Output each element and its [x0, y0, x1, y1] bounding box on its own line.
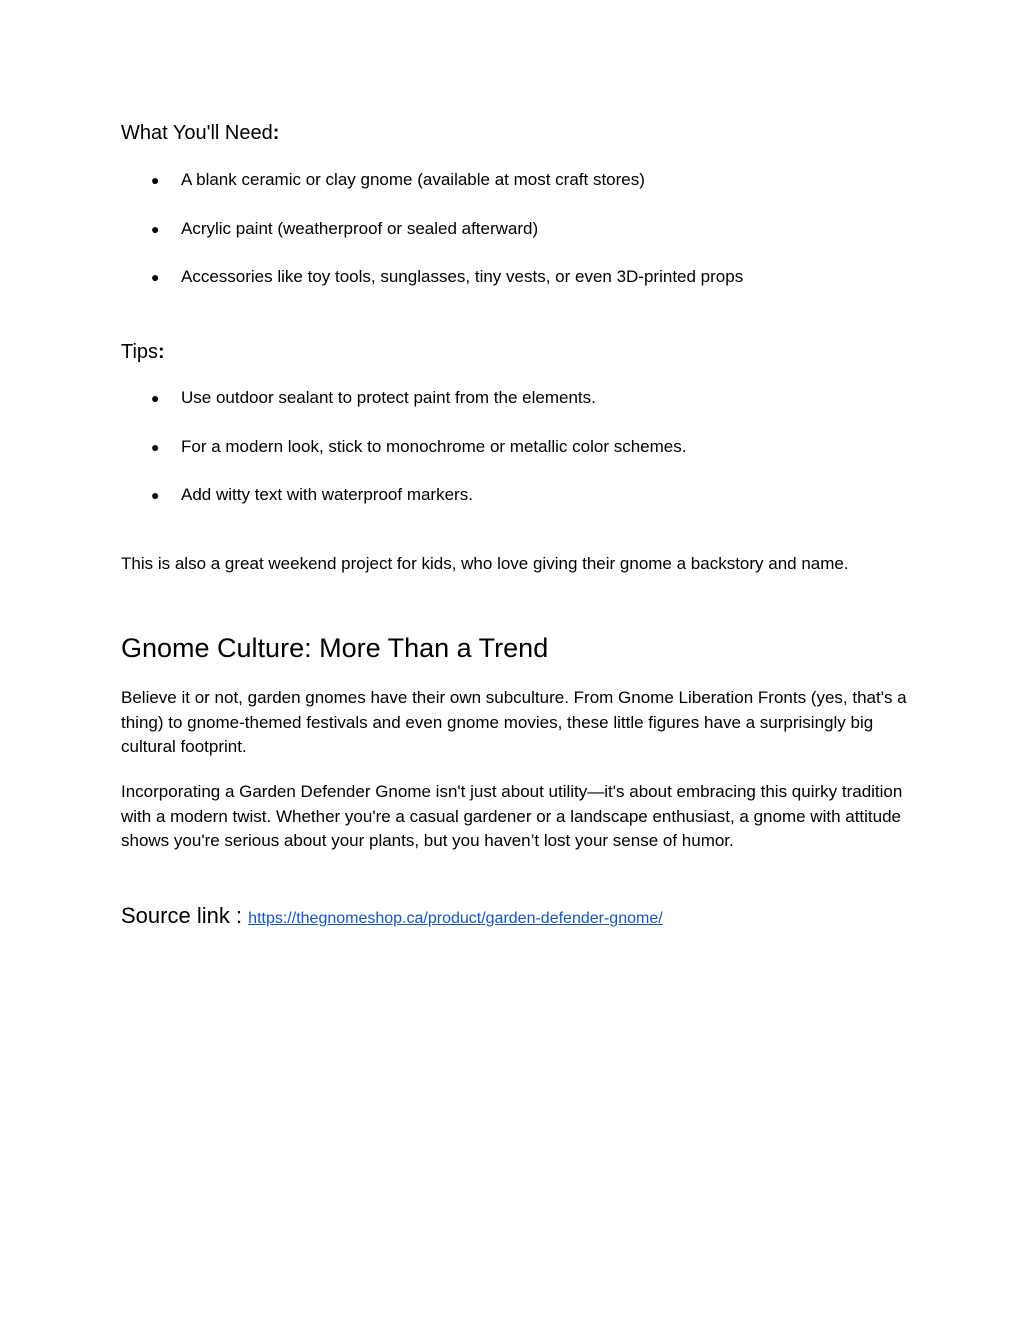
- tips-heading: [121, 340, 165, 364]
- bullet-icon: ●: [151, 487, 160, 503]
- bullet-icon: ●: [151, 439, 160, 455]
- tips-item-text: Use outdoor sealant to protect paint from the elements.: [181, 388, 596, 407]
- bullet-icon: ●: [151, 172, 160, 188]
- needs-heading-text: What You'll Need: [121, 122, 273, 144]
- bullet-icon: ●: [151, 390, 160, 406]
- needs-heading-colon: :: [272, 122, 280, 144]
- tips-heading-colon: :: [158, 341, 165, 363]
- needs-item-text: Accessories like toy tools, sunglasses, tiny vests, or even 3D-printed props: [181, 267, 744, 286]
- needs-item-text: A blank ceramic or clay gnome (available at most craft stores): [181, 170, 645, 189]
- tips-heading-text: Tips: [121, 341, 159, 363]
- weekend-paragraph: This is also a great weekend project for kids, who love giving their gnome a backstory and name.: [121, 554, 849, 573]
- bullet-icon: ●: [151, 269, 160, 285]
- needs-heading: [121, 121, 279, 145]
- culture-heading: Gnome Culture: More Than a Trend: [121, 633, 549, 663]
- tips-item-text: Add witty text with waterproof markers.: [181, 485, 473, 504]
- source-line: [121, 902, 663, 933]
- needs-item-text: Acrylic paint (weatherproof or sealed afterward): [181, 219, 539, 238]
- source-link[interactable]: https://thegnomeshop.ca/product/garden-defender-gnome/: [248, 910, 663, 927]
- bullet-icon: ●: [151, 221, 160, 237]
- culture-paragraph: Believe it or not, garden gnomes have their own subculture. From Gnome Liberation Fronts (yes, that's a thing) to gnome-themed festivals and even gnome movies, these little figures have a surprisingly big cultural footprint.: [121, 688, 907, 756]
- tips-item-text: For a modern look, stick to monochrome or metallic color schemes.: [181, 437, 687, 456]
- culture-paragraph: Incorporating a Garden Defender Gnome isn't just about utility—it's about embracing this quirky tradition with a modern twist. Whether you're a casual gardener or a landscape enthusiast, a gnome with attitude shows you're serious about your plants, but you haven’t lost your sense of humor.: [121, 782, 903, 850]
- source-label: Source link :: [121, 903, 249, 928]
